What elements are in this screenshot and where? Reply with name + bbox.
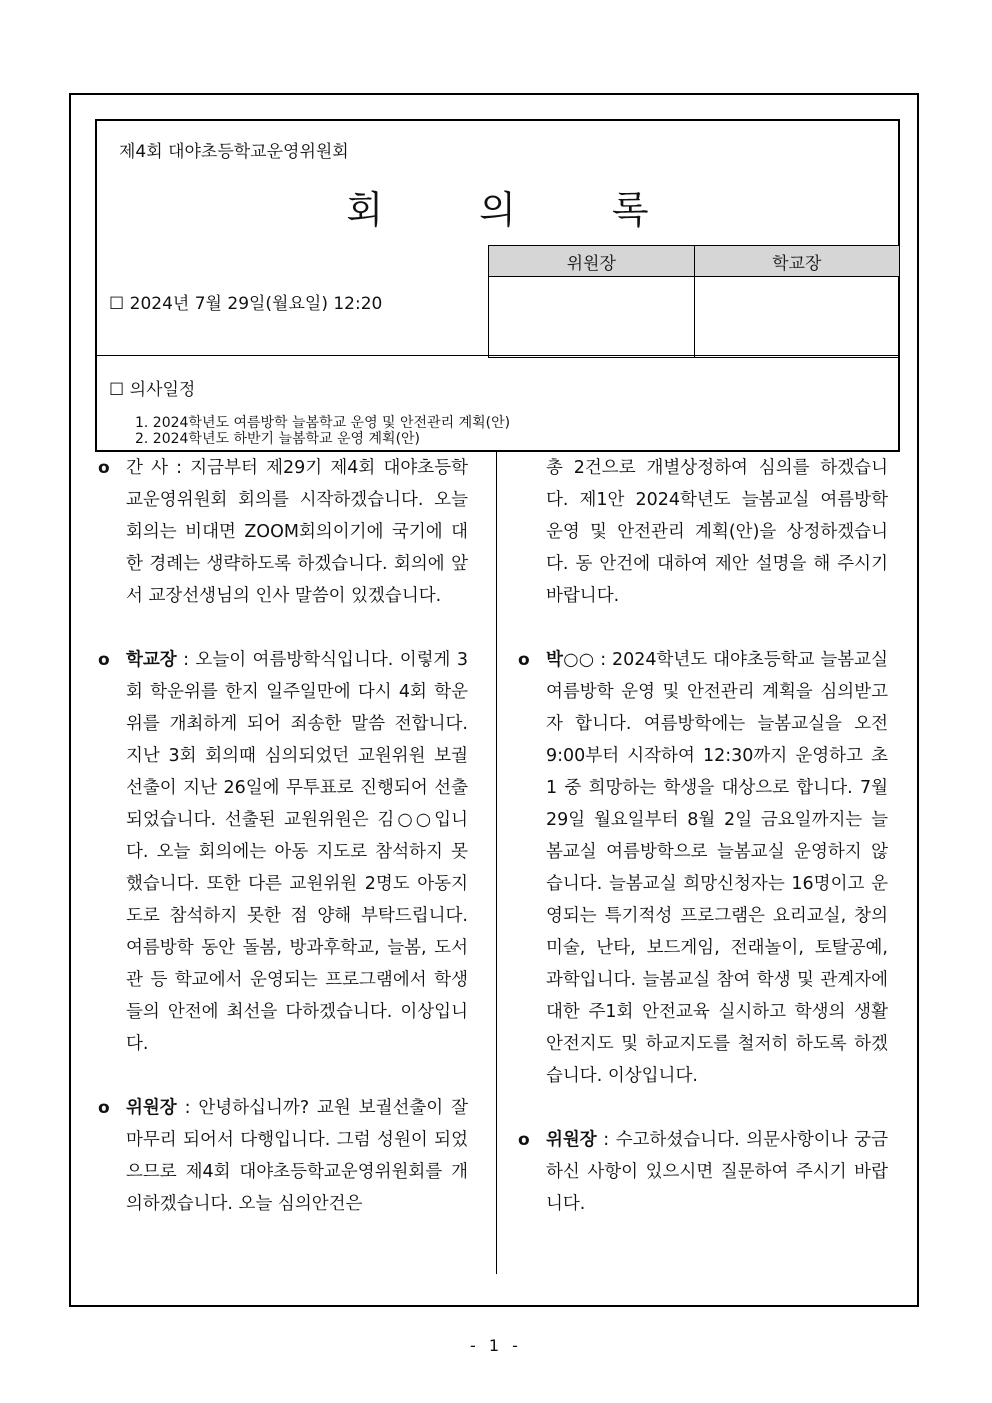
bullet-icon: o (98, 458, 110, 478)
speech-text: 안녕하십니까? 교원 보궐선출이 잘 마무리 되어서 다행입니다. 그럼 성원이 되었으므로 제4회 대야초등학교운영위원회를 개의하겠습니다. 오늘 심의안건은 (126, 1098, 468, 1214)
council-title: 제4회 대야초등학교운영위원회 (119, 142, 349, 162)
bullet-icon: o (98, 650, 110, 670)
bullet-icon: o (98, 1098, 110, 1118)
page-number: - 1 - (470, 1336, 522, 1355)
minutes-entry (98, 1092, 468, 1220)
minutes-left-column (98, 452, 468, 1220)
speech-text: 수고하셨습니다. 의문사항이나 궁금하신 사항이 있으시면 질문하여 주시기 바랍니다. (546, 1130, 888, 1214)
speaker-separator: : (168, 458, 191, 478)
speaker-name: 학교장 (126, 650, 177, 670)
speaker-separator: : (594, 650, 612, 670)
agenda-item: 2. 2024학년도 하반기 늘봄학교 운영 계획(안) (135, 431, 421, 447)
document-title: 회 의 록 (346, 188, 691, 232)
speaker-name: 간 사 (126, 458, 168, 478)
speaker-separator: : (176, 1098, 199, 1118)
speaker-separator: : (176, 650, 196, 670)
meeting-date: ☐ 2024년 7월 29일(월요일) 12:20 (109, 294, 383, 314)
bullet-icon: o (518, 650, 530, 670)
agenda-item: 1. 2024학년도 여름방학 늘봄학교 운영 및 안전관리 계획(안) (135, 415, 511, 431)
speech-text: 총 2건으로 개별상정하여 심의를 하겠습니다. 제1안 2024학년도 늘봄교실 여름방학 운영 및 안전관리 계획(안)을 상정하겠습니다. 동 안건에 대하여 제안 설명을 해 주시기 바랍니다. (546, 458, 888, 606)
sign-label-chair: 위원장 (489, 246, 695, 277)
speech-text: 2024학년도 대야초등학교 늘봄교실 여름방학 운영 및 안전관리 계획을 심의받고자 합니다. 여름방학에는 늘봄교실을 오전 9:00부터 시작하여 12:30까지 운영하고 초 1 중 희망하는 학생을 대상으로 합니다. 7월 29일 월요일부터 8월 2일 금요일까지는 늘봄교실 여름방학으로 늘봄교실 운영하지 않습니다. 늘봄교실 희망신청자는 16명이고 운영되는 특기적성 프로그램은 요리교실, 창의미술, 난타, 보드게임, 전래놀이, 토탈공예, 과학입니다. 늘봄교실 참여 학생 및 관계자에 대한 주1회 안전교육 실시하고 학생의 생활안전지도 및 하교지도를 철저히 하도록 하겠습니다. 이상입니다. (546, 650, 888, 1086)
agenda-list (135, 415, 510, 447)
speaker-name: 위원장 (126, 1098, 177, 1118)
speaker-name: 박○○ (546, 650, 595, 670)
sign-box-principal (694, 277, 900, 358)
header-box (95, 119, 900, 452)
minutes-right-column (518, 452, 888, 1252)
sign-box-chair (489, 277, 695, 358)
minutes-continuation (518, 452, 888, 612)
speech-text: 오늘이 여름방학식입니다. 이렇게 3회 학운위를 한지 일주일만에 다시 4회 학운위를 개최하게 되어 죄송한 말씀 전합니다. 지난 3회 회의때 심의되었던 교원위원 보궐 선출이 지난 26일에 무투표로 진행되어 선출되었습니다. 선출된 교원위원은 김○○입니다. 오늘 회의에는 아동 지도로 참석하지 못했습니다. 또한 다른 교원위원 2명도 아동지도로 참석하지 못한 점 양해 부탁드립니다. 여름방학 동안 돌봄, 방과후학교, 늘봄, 도서관 등 학교에서 운영되는 프로그램에서 학생들의 안전에 최선을 다하겠습니다. 이상입니다. (126, 650, 468, 1054)
column-divider (496, 452, 497, 1274)
header-divider (97, 355, 898, 356)
minutes-entry (98, 452, 468, 612)
speaker-name: 위원장 (546, 1130, 597, 1150)
bullet-icon: o (518, 1130, 530, 1150)
speaker-separator: : (596, 1130, 616, 1150)
minutes-entry (518, 644, 888, 1092)
speech-text: 지금부터 제29기 제4회 대야초등학교운영위원회 회의를 시작하겠습니다. 오늘 회의는 비대면 ZOOM회의이기에 국기에 대한 경례는 생략하도록 하겠습니다. 회의에 앞서 교장선생님의 인사 말씀이 있겠습니다. (126, 458, 469, 606)
minutes-entry (518, 1124, 888, 1220)
sign-label-principal: 학교장 (694, 246, 900, 277)
minutes-entry (98, 644, 468, 1060)
signature-table (488, 245, 900, 358)
agenda-title: ☐ 의사일정 (109, 380, 196, 400)
